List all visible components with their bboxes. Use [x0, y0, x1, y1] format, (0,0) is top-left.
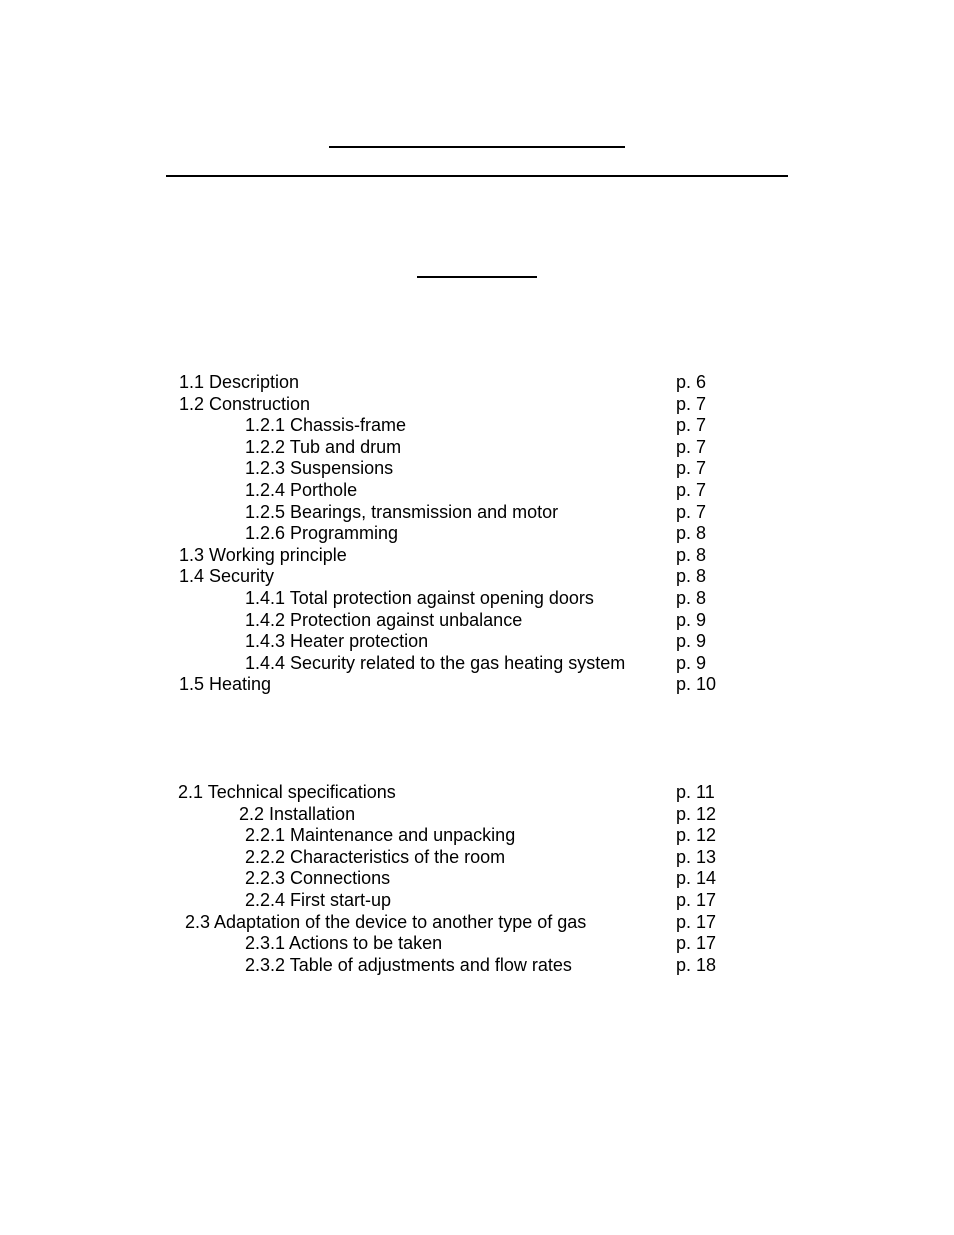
- toc-entry-title: 2.3.1 Actions to be taken: [245, 933, 443, 954]
- toc-entry-page: p. 18: [676, 954, 717, 975]
- toc-entry-title: 1.2.3 Suspensions: [245, 458, 394, 479]
- toc-entry-title: 1.4.4 Security related to the gas heating system: [245, 652, 626, 673]
- toc-entry: [0, 437, 954, 459]
- toc-entry: [0, 502, 954, 524]
- toc-entry: [0, 545, 954, 567]
- toc-entry-title: 1.2.4 Porthole: [245, 479, 358, 500]
- toc-entry: [0, 674, 954, 696]
- toc-entry-page: p. 10: [676, 674, 717, 695]
- toc-entry-page: p. 8: [676, 523, 707, 544]
- toc-entry-title: 1.4.3 Heater protection: [245, 631, 429, 652]
- toc-entry-title: 2.2 Installation: [239, 803, 356, 824]
- toc-entry-title: 2.3 Adaptation of the device to another type of gas: [185, 911, 587, 932]
- toc-entry: [0, 523, 954, 545]
- toc-section-2: [0, 782, 954, 976]
- toc-entry: [0, 394, 954, 416]
- toc-entry-title: 1.2.2 Tub and drum: [245, 436, 402, 457]
- toc-entry: [0, 933, 954, 955]
- toc-entry-title: 2.3.2 Table of adjustments and flow rates: [245, 954, 572, 975]
- toc-entry-page: p. 8: [676, 544, 707, 565]
- toc-entry: [0, 868, 954, 890]
- toc-entry-title: 1.5 Heating: [179, 674, 272, 695]
- toc-entry-page: p. 8: [676, 566, 707, 587]
- toc-entry-page: p. 7: [676, 458, 707, 479]
- toc-entry-title: 1.4.2 Protection against unbalance: [245, 609, 523, 630]
- toc-entry-title: 1.1 Description: [179, 372, 300, 392]
- toc-entry: [0, 588, 954, 610]
- toc-entry-page: p. 8: [676, 587, 707, 608]
- toc-entry-page: p. 6: [676, 372, 707, 392]
- toc-entry: [0, 804, 954, 826]
- toc-entry-page: p. 17: [676, 889, 717, 910]
- toc-entry: [0, 847, 954, 869]
- toc-entry-title: 1.2 Construction: [179, 393, 311, 414]
- toc-entry-page: p. 13: [676, 846, 717, 867]
- toc-entry-page: p. 12: [676, 803, 717, 824]
- toc-entry: [0, 458, 954, 480]
- toc-entry-page: p. 7: [676, 393, 707, 414]
- toc-entry-title: 1.2.5 Bearings, transmission and motor: [245, 501, 559, 522]
- toc-entry-title: 2.2.2 Characteristics of the room: [245, 846, 506, 867]
- toc-entry: [0, 782, 954, 804]
- toc-entry-page: p. 7: [676, 415, 707, 436]
- toc-entry: [0, 955, 954, 977]
- toc-entry: [0, 372, 954, 394]
- toc-entry-title: 2.2.3 Connections: [245, 868, 391, 889]
- toc-entry-title: 1.4.1 Total protection against opening doors: [245, 587, 594, 608]
- toc-entry-page: p. 17: [676, 933, 717, 954]
- toc-entry-title: 2.1 Technical specifications: [178, 782, 396, 802]
- toc-entry: [0, 480, 954, 502]
- toc-entry-page: p. 9: [676, 631, 707, 652]
- toc-entry: [0, 415, 954, 437]
- toc-entry-page: p. 11: [676, 782, 715, 802]
- toc-entry-title: 1.3 Working principle: [179, 544, 347, 565]
- toc-entry-title: 2.2.4 First start-up: [245, 889, 392, 910]
- toc-entry-page: p. 9: [676, 609, 707, 630]
- section-heading-underline-rule: [417, 276, 537, 278]
- toc-entry-page: p. 7: [676, 479, 707, 500]
- toc-entry: [0, 631, 954, 653]
- toc-entry-page: p. 17: [676, 911, 717, 932]
- toc-entry: [0, 890, 954, 912]
- toc-section-1: [0, 372, 954, 696]
- toc-entry-title: 2.2.1 Maintenance and unpacking: [245, 825, 516, 846]
- toc-entry-title: 1.2.6 Programming: [245, 523, 399, 544]
- heading-underline-rule: [329, 146, 625, 148]
- toc-entry: [0, 912, 954, 934]
- toc-entry-page: p. 14: [676, 868, 717, 889]
- toc-entry: [0, 825, 954, 847]
- toc-entry-page: p. 7: [676, 436, 707, 457]
- toc-entry: [0, 653, 954, 675]
- toc-entry: [0, 610, 954, 632]
- toc-entry-title: 1.4 Security: [179, 566, 275, 587]
- toc-entry-page: p. 12: [676, 825, 717, 846]
- toc-entry-page: p. 7: [676, 501, 707, 522]
- toc-entry-page: p. 9: [676, 652, 707, 673]
- toc-entry: [0, 566, 954, 588]
- toc-entry-title: 1.2.1 Chassis-frame: [245, 415, 407, 436]
- heading-underline-rule: [166, 175, 788, 177]
